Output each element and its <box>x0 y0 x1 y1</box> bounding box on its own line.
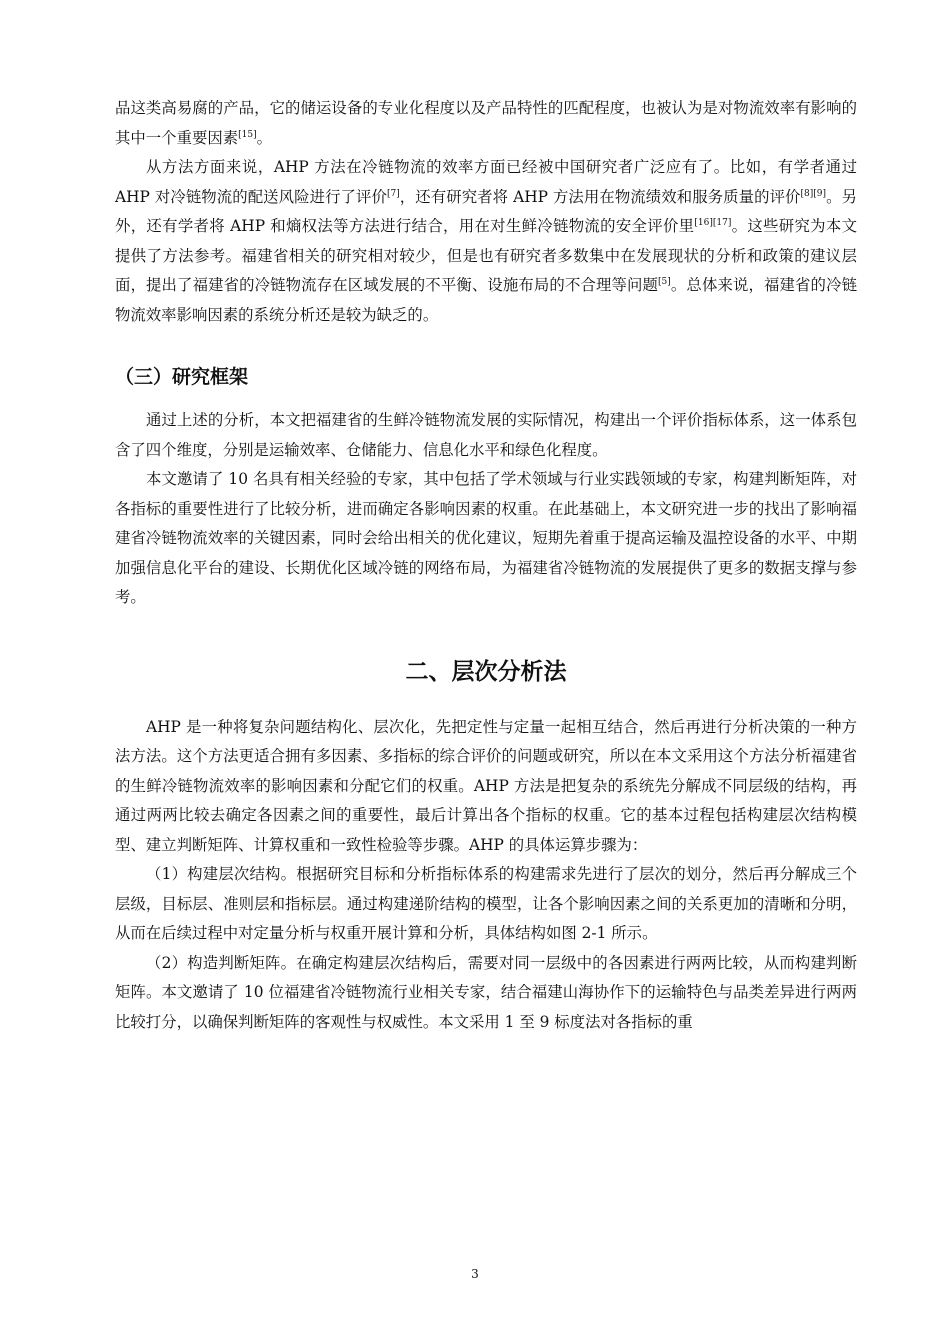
paragraph-framework-method: 本文邀请了 10 名具有相关经验的专家，其中包括了学术领域与行业实践领域的专家，构建判断矩阵，对各指标的重要性进行了比较分析，进而确定各影响因素的权重。在此基础上，本文研究进一步的找出了影响福建省冷链物流效率的关键因素，同时会给出相关的优化建议，短期先着重于提高运输及温控设备的水平、中期加强信息化平台的建设、长期优化区域冷链的网络布局，为福建省冷链物流的发展提供了更多的数据支撑与参考。 <box>115 470 857 606</box>
citation-ref: [16][17] <box>694 218 732 228</box>
paragraph-ahp-step-1: （1）构建层次结构。根据研究目标和分析指标体系的构建需求先进行了层次的划分，然后再分解成三个层级，目标层、准则层和指标层。通过构建递阶结构的模型，让各个影响因素之间的关系更加的清晰和分明，从而在后续过程中对定量分析与权重开展计算和分析，具体结构如图 2-1 所示。 <box>115 865 857 942</box>
citation-ref: [7] <box>386 188 400 199</box>
punctuation: 。 <box>256 128 273 147</box>
paragraph-framework-intro: 通过上述的分析，本文把福建省的生鲜冷链物流发展的实际情况，构建出一个评价指标体系，这一体系包含了四个维度，分别是运输效率、仓储能力、信息化水平和绿色化程度。 <box>115 411 857 459</box>
citation-ref: [15] <box>238 129 257 140</box>
paragraph-text: 。总体来说，福建省的冷链物流效率影响因素的系统分析还是较为缺乏的。 <box>115 276 857 324</box>
subsection-heading: （三）研究框架 <box>115 366 249 388</box>
paragraph-text: 品这类高易腐的产品，它的储运设备的专业化程度以及产品特性的匹配程度，也被认为是对物流效率有影响的其中一个重要因素 <box>115 99 857 147</box>
paragraph-text: 从方法方面来说，AHP 方法在冷链物流的效率方面已经被中国研究者广泛应有了。比如，有学者通过 AHP 对冷链物流的配送风险进行了评价 <box>115 158 857 206</box>
paragraph-ahp-intro: AHP 是一种将复杂问题结构化、层次化，先把定性与定量一起相互结合，然后再进行分析决策的一种方法方法。这个方法更适合拥有多因素、多指标的综合评价的问题或研究，所以在本文采用这个方法分析福建省的生鲜冷链物流效率的影响因素和分配它们的权重。AHP 方法是把复杂的系统先分解成不同层级的结构，再通过两两比较去确定各因素之间的重要性，最后计算出各个指标的权重。它的基本过程包括构建层次结构模型、建立判断矩阵、计算权重和一致性检验等步骤。AHP 的具体运算步骤为： <box>115 717 857 854</box>
section-heading: 二、层次分析法 <box>405 658 567 685</box>
paragraph-ahp-step-2: （2）构造判断矩阵。在确定构建层次结构后，需要对同一层级中的各因素进行两两比较，从而构建判断矩阵。本文邀请了 10 位福建省冷链物流行业相关专家，结合福建山海协作下的运输特色与品类差异进行两两比较打分，以确保判断矩阵的客观性与权威性。本文采用 1 至 9 标度法对各指标的重 <box>115 953 857 1031</box>
paragraph-continuation <box>115 94 857 153</box>
citation-ref: [8][9] <box>800 188 827 199</box>
paragraph-methods-review <box>115 153 857 330</box>
paragraph-text: ，还有研究者将 AHP 方法用在物流绩效和服务质量的评价 <box>399 187 801 206</box>
citation-ref: [5] <box>658 277 671 287</box>
page-number: 3 <box>471 1267 479 1281</box>
paragraph-text: 。另外，还有学者将 AHP 和熵权法等方法进行结合，用在对生鲜冷链物流的安全评价里 <box>115 187 857 235</box>
page-body <box>115 94 857 1037</box>
paragraph-text: 。这些研究为本文提供了方法参考。福建省相关的研究相对较少，但是也有研究者多数集中在发展现状的分析和政策的建议层面，提出了福建省的冷链物流存在区域发展的不平衡、设施布局的不合理等问题 <box>115 217 857 294</box>
